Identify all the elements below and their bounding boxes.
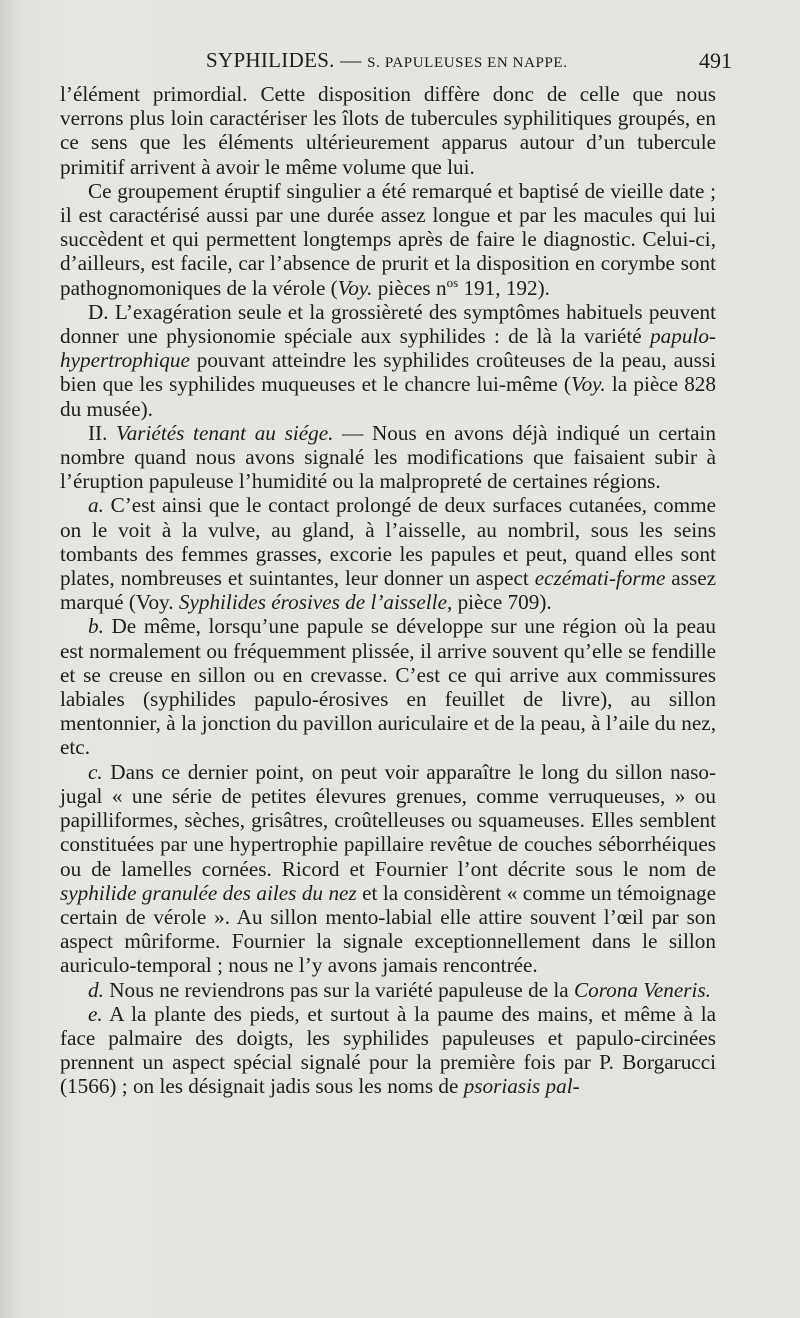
text-run: pièces n bbox=[372, 275, 447, 300]
italic-text: eczémati-forme bbox=[534, 566, 666, 591]
italic-text: c. bbox=[88, 759, 103, 784]
paragraph-p4 bbox=[60, 493, 716, 614]
page-number: 491 bbox=[699, 48, 732, 73]
italic-text: Voy. bbox=[570, 372, 606, 397]
italic-text: e. bbox=[88, 1001, 103, 1026]
italic-text: d. bbox=[88, 977, 104, 1002]
running-title bbox=[206, 48, 568, 73]
text-run: De même, lorsqu’une papule se développe sur une région où la peau est normalement ou fréquemment plissée, il arrive souvent qu’elle se fendille et se creuse en sillon ou en crevasse. C’est ce qui arrive aux commissures labiales (syphilides papulo-érosives en feuillet de livre), au sillon mentonnier, à la jonction du pavillon auriculaire et de la peau, à l’aile du nez, etc. bbox=[60, 614, 716, 760]
text-run: pouvant atteindre les syphilides croûteuses de la peau, aussi bien que les syphilides muqueuses et le chancre lui-même ( bbox=[60, 348, 716, 397]
italic-text: papulo-hypertrophique bbox=[60, 324, 716, 373]
text-run: D. L’exagération seule et la grossièreté des symptômes habituels peuvent donner une physionomie spéciale aux syphilides : de là la variété bbox=[60, 299, 716, 349]
text-run: l’élément primordial. Cette disposition diffère donc de celle que nous verrons plus loin caractériser les îlots de tubercules syphilitiques groupés, en ce sens que les éléments ultérieurement apparus autour d’un tubercule primitif arrivent à avoir le même volume que lui. bbox=[60, 82, 716, 179]
text-run: A la plante des pieds, et surtout à la paume des mains, et même à la face palmaire des doigts, les syphilides papuleuses et papulo-circinées prennent un aspect spécial signalé pour la première fois par P. Borgarucci (1566) ; on les désignait jadis sous les noms de bbox=[60, 1001, 716, 1099]
running-title-dash: — bbox=[340, 48, 362, 72]
text-run: et la considèrent « comme un témoignage certain de vérole ». Au sillon mento-labial elle attire souvent l’œil par son aspect mûriforme. Fournier la signale exceptionnellement dans le sillon auriculo-temporal ; nous ne l’y avons jamais rencontrée. bbox=[60, 880, 717, 978]
italic-text: psoriasis pal- bbox=[463, 1074, 580, 1099]
paragraph-p2 bbox=[60, 300, 716, 421]
running-head bbox=[60, 44, 732, 78]
text-run: assez marqué (Voy. bbox=[60, 566, 717, 615]
paragraph-p7 bbox=[60, 978, 716, 1002]
paragraph-p1 bbox=[60, 179, 716, 300]
text-run: la pièce 828 du musée). bbox=[60, 372, 716, 421]
italic-text: b. bbox=[88, 614, 104, 639]
text-run: II. bbox=[88, 420, 117, 445]
italic-text: Voy. bbox=[337, 275, 373, 300]
text-run: pièce 709). bbox=[452, 590, 552, 615]
text-run: Nous ne reviendrons pas sur la variété papuleuse de la bbox=[103, 977, 574, 1002]
text-run: Dans ce dernier point, on peut voir apparaître le long du sillon naso-jugal « une série de petites élevures grenues, comme verruqueuses, » ou papilliformes, sèches, grisâtres, croûtelleuses ou squameuses. Elles semblent constituées par une hypertrophie papillaire revêtue de couches séborrhéiques ou de lamelles cornées. Ricord et Fournier l’ont décrite sous le nom de bbox=[60, 759, 716, 881]
text-run: C’est ainsi que le contact prolongé de deux surfaces cutanées, comme on le voit à la vulve, au gland, à l’aisselle, au nombril, sous les seins tombants des femmes grasses, excorie les papules et peut, quand elles sont plates, nombreuses et suintantes, leur donner un aspect bbox=[60, 493, 716, 591]
body-text bbox=[60, 82, 716, 1099]
paragraph-p0 bbox=[60, 82, 716, 179]
superscript-text: os bbox=[446, 274, 459, 290]
text-run: — Nous en avons déjà indiqué un certain nombre quand nous avons signalé les modifications que faisaient subir à l’éruption papuleuse l’humidité ou la malpropreté de certaines régions. bbox=[60, 420, 716, 494]
italic-text: a. bbox=[88, 493, 104, 518]
paragraph-p8 bbox=[60, 1002, 716, 1099]
italic-text: Variétés tenant au siége. bbox=[116, 420, 334, 445]
running-title-sub: S. PAPULEUSES EN NAPPE. bbox=[367, 55, 568, 71]
running-title-main: SYPHILIDES. bbox=[206, 48, 335, 72]
italic-text: Syphilides érosives de l’aisselle, bbox=[178, 590, 453, 615]
text-run: 191, 192). bbox=[458, 275, 550, 300]
text-run: Ce groupement éruptif singulier a été remarqué et baptisé de vieille date ; il est caractérisé aussi par une durée assez longue et par les macules qui lui succèdent et qui permettent longtemps après de faire le diagnostic. Celui-ci, d’ailleurs, est facile, car l’absence de prurit et la disposition en corymbe sont pathognomoniques de la vérole ( bbox=[60, 178, 716, 300]
paragraph-p6 bbox=[60, 760, 716, 978]
paragraph-p5 bbox=[60, 614, 716, 759]
italic-text: Corona Veneris. bbox=[573, 977, 711, 1002]
paragraph-p3 bbox=[60, 421, 716, 494]
italic-text: syphilide granulée des ailes du nez bbox=[60, 880, 357, 905]
